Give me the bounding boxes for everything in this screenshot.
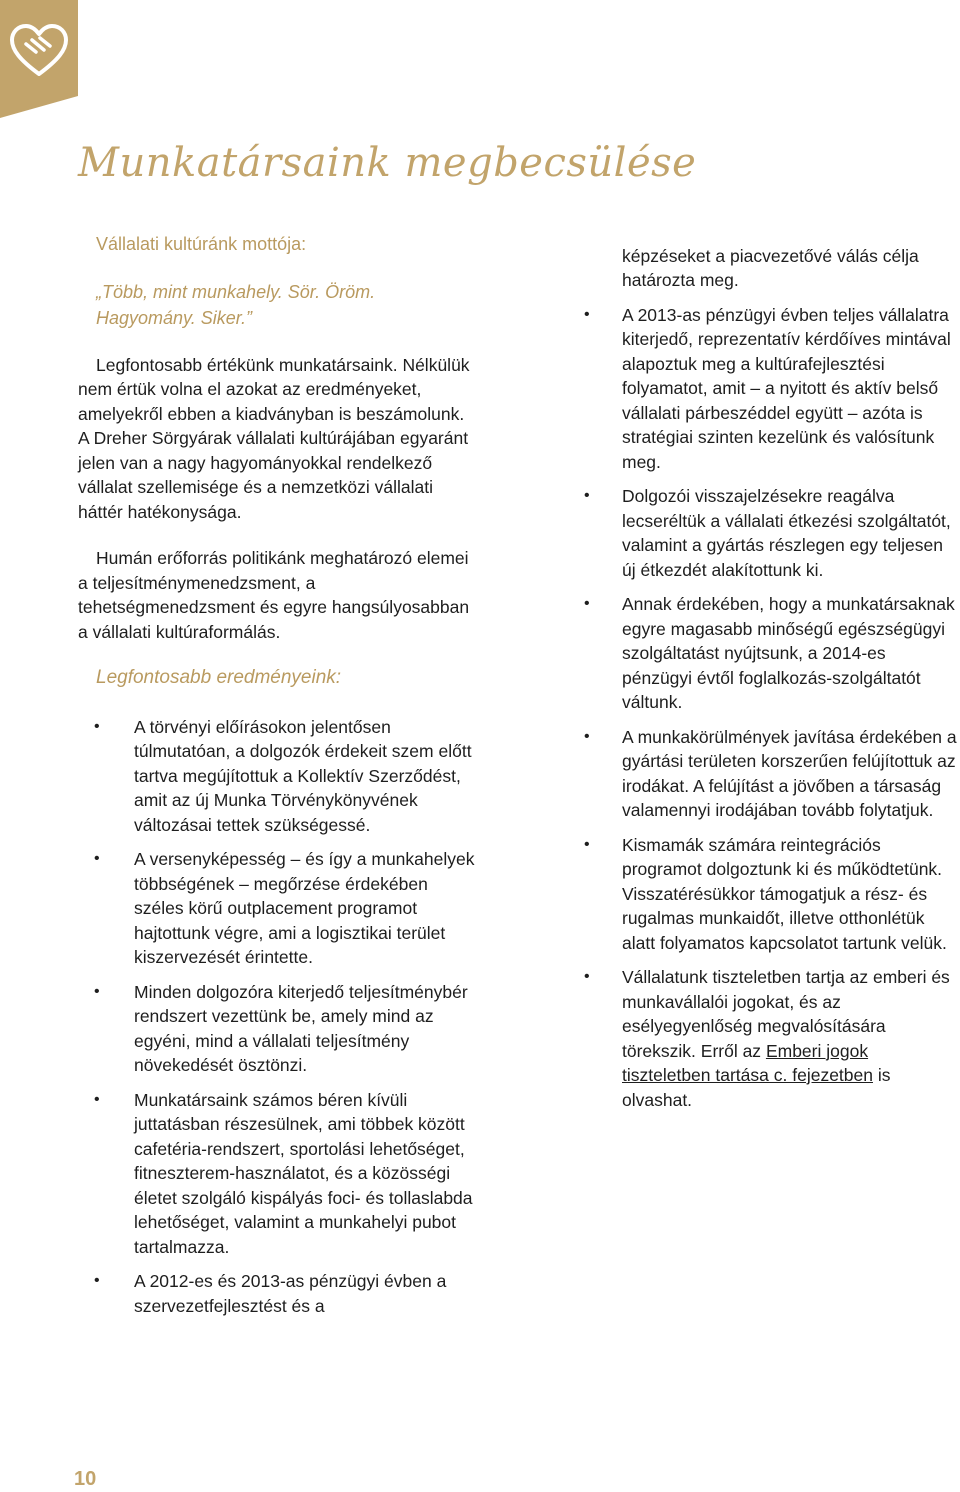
bullet-icon: • [584,305,590,323]
list-item: • A versenyképesség – és így a munkahelyek többségének – megőrzése érdekében széles körű outplacement programot hajtottunk végre, ami a logisztikai terület kiszervezését érintette. [94,849,475,967]
motto-label: Vállalati kultúránk mottója: [96,234,307,254]
heart-handshake-icon [0,0,78,118]
list-item: • Vállalatunk tiszteletben tartja az emberi és munkavállalói jogokat, és az esélyegyenlőség megvalósítására törekszik. Erről az Emberi jogok tiszteletben tartása c. fejezetben is olvashat. [584,967,950,1110]
results-list [78,715,478,1319]
list-item: • Munkatársaink számos béren kívüli juttatásban részesülnek, ami többek között cafetéria-rendszert, sportolási lehetőséget, fitneszterem-használatot, és a közösségi életet szolgáló kispályás foci- és tollaslabda lehetőséget, valamint a munkahelyi pubot tartalmazza. [94,1089,473,1257]
page-title: Munkatársaink megbecsülése [78,140,697,186]
bullet-icon: • [94,850,100,867]
hr-policy-paragraph: Humán erőforrás politikánk meghatározó elemei a teljesítménymenedzsment, a tehetségmenedzsment és egyre hangsúlyosabban a vállalati kultúraformálás. [78,548,470,642]
list-item: • A munkakörülmények javítása érdekében a gyártási területen korszerűen felújítottuk az irodákat. A felújítást a jövőben a társaság valamennyi irodájában tovább folytatjuk. [584,726,957,820]
results-subheading: Legfontosabb eredményeink: [96,667,342,688]
list-item: • Annak érdekében, hogy a munkatársaknak egyre magasabb minőségű egészségügyi szolgáltatást nyújtsunk, a 2014-es pénzügyi évtől foglalkozás-szolgáltatót váltunk. [584,594,955,712]
list-item: • A 2013-as pénzügyi évben teljes vállalatra kiterjedő, reprezentatív kérdőíves mintával alapoztuk meg a kultúrafejlesztési folyamatot, amit – a nyitott és aktív belső vállalati párbeszéddel együtt – azóta is stratégiai szinten kezelünk és valósítunk meg. [584,304,951,472]
list-item: • Dolgozói visszajelzésekre reagálva lecseréltük a vállalati étkezési szolgáltatót, valamint a gyártás részlegen egy teljesen új étkezdét alakítottunk ki. [584,486,951,580]
bullet-icon: • [94,982,100,1000]
corner-tab [0,0,78,118]
bullet-icon: • [584,835,590,853]
left-column [78,232,478,1328]
list-item: • A törvényi előírásokon jelentősen túlmutatóan, a dolgozók érdekeit szem előtt tartva megújítottuk a Kollektív Szerződést, amit az új Munka Törvénykönyvének változásai tettek szükségessé. [94,716,472,835]
bullet-icon: • [94,1272,100,1289]
continued-text: képzéseket a piacvezetővé válás célja határozta meg. [622,245,919,290]
list-item: • Kismamák számára reintegrációs programot dolgoztunk ki és működtetünk. Visszatérésükkor támogatjuk a rész- és rugalmas munkaidőt, illetve otthonlétük alatt folyamatos kapcsolatot tartunk velük. [584,834,947,953]
bullet-icon: • [584,968,590,985]
bullet-icon: • [584,487,590,504]
human-rights-chapter-link[interactable]: Emberi jogok tiszteletben tartása c. fejezetben [622,1040,873,1085]
page-number: 10 [74,1468,97,1490]
bullet-icon: • [94,717,100,735]
motto-text: „Több, mint munkahely. Sör. Öröm. Hagyomány. Siker.” [96,281,376,328]
right-column [584,226,960,1122]
list-item: • A 2012-es és 2013-as pénzügyi évben a szervezetfejlesztést és a [94,1271,447,1316]
bullet-icon: • [94,1090,100,1108]
results-list-continued [584,303,960,1113]
bullet-icon: • [584,727,590,745]
intro-paragraph: Legfontosabb értékünk munkatársaink. Nélkülük nem értük volna el azokat az eredményeket, amelyekről ebben a kiadványban is beszámolunk. A Dreher Sörgyárak vállalati kultúrájában egyaránt jelen van a nagy hagyományokkal rendelkező vállalat szellemisége és a nemzetközi vállalati háttér hatékonysága. [78,354,470,522]
bullet-icon: • [584,595,590,612]
list-item: • Minden dolgozóra kiterjedő teljesítménybér rendszert vezettünk be, amely mind az egyéni, mind a vállalati teljesítmény növekedését ösztönzi. [94,981,468,1075]
